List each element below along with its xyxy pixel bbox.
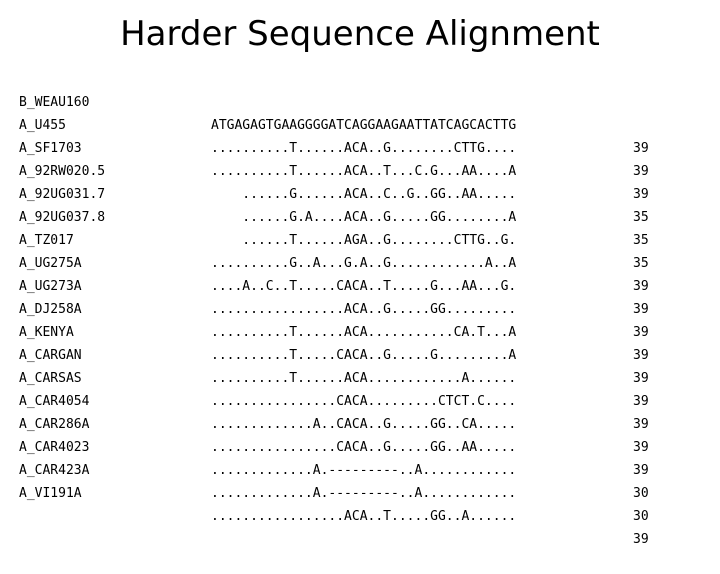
sequence-name: A_VI191A (19, 486, 82, 501)
sequence-name: A_KENYA (19, 325, 74, 340)
sequence-name: A_CARGAN (19, 348, 82, 363)
page-title: Harder Sequence Alignment (120, 14, 600, 54)
sequence-string: ......G.A....ACA..G.....GG........A (211, 210, 517, 225)
sequence-length: 30 (633, 486, 649, 501)
sequence-name: A_UG275A (19, 256, 82, 271)
sequence-length: 35 (633, 256, 649, 271)
sequence-string: ................CACA..G.....GG..AA..... (211, 440, 517, 455)
sequence-name: A_CAR4054 (19, 394, 90, 409)
sequence-length: 39 (633, 417, 649, 432)
sequence-length: 35 (633, 210, 649, 225)
sequence-string: ..........T.....CACA..G.....G.........A (211, 348, 517, 363)
sequence-string: ..........G..A...G.A..G............A..A (211, 256, 517, 271)
sequence-name: A_CAR423A (19, 463, 90, 478)
sequence-string: ..........T......ACA..T...C.G...AA....A (211, 164, 517, 179)
sequence-string: .............A.---------..A............ (211, 463, 517, 478)
sequence-length: 39 (633, 302, 649, 317)
sequence-string: .............A..CACA..G.....GG..CA..... (211, 417, 517, 432)
sequence-name: A_CARSAS (19, 371, 82, 386)
sequence-string: ..........T......ACA..G........CTTG.... (211, 141, 517, 156)
sequence-length: 39 (633, 394, 649, 409)
sequence-length: 39 (633, 532, 649, 547)
sequence-length: 30 (633, 509, 649, 524)
sequence-string: ..........T......ACA............A...... (211, 371, 517, 386)
sequence-length: 39 (633, 325, 649, 340)
sequence-name: A_UG273A (19, 279, 82, 294)
sequence-length: 39 (633, 348, 649, 363)
sequence-length: 39 (633, 463, 649, 478)
sequence-name: A_DJ258A (19, 302, 82, 317)
sequence-length: 35 (633, 233, 649, 248)
sequence-name: A_U455 (19, 118, 66, 133)
sequence-length: 39 (633, 141, 649, 156)
sequence-string: .................ACA..G.....GG......... (211, 302, 517, 317)
sequence-length: 39 (633, 440, 649, 455)
sequence-string: ....A..C..T.....CACA..T.....G...AA...G. (211, 279, 517, 294)
sequence-name: A_TZ017 (19, 233, 74, 248)
sequence-string: ......G......ACA..C..G..GG..AA..... (211, 187, 517, 202)
sequence-string: ATGAGAGTGAAGGGGATCAGGAAGAATTATCAGCACTTG (211, 118, 517, 133)
sequence-string: ..........T......ACA...........CA.T...A (211, 325, 517, 340)
sequence-name: A_CAR4023 (19, 440, 90, 455)
sequence-length: 39 (633, 187, 649, 202)
sequence-length: 39 (633, 164, 649, 179)
sequence-name: A_SF1703 (19, 141, 82, 156)
sequence-string: .............A.---------..A............ (211, 486, 517, 501)
sequence-name: A_92RW020.5 (19, 164, 106, 179)
sequence-name: A_92UG037.8 (19, 210, 106, 225)
sequence-string: .................ACA..T.....GG..A...... (211, 509, 517, 524)
sequence-length: 39 (633, 371, 649, 386)
sequence-length: 39 (633, 279, 649, 294)
sequence-string: ................CACA.........CTCT.C.... (211, 394, 517, 409)
sequence-name: A_92UG031.7 (19, 187, 106, 202)
sequence-name: A_CAR286A (19, 417, 90, 432)
sequence-string: ......T......AGA..G........CTTG..G. (211, 233, 517, 248)
sequence-name: B_WEAU160 (19, 95, 90, 110)
